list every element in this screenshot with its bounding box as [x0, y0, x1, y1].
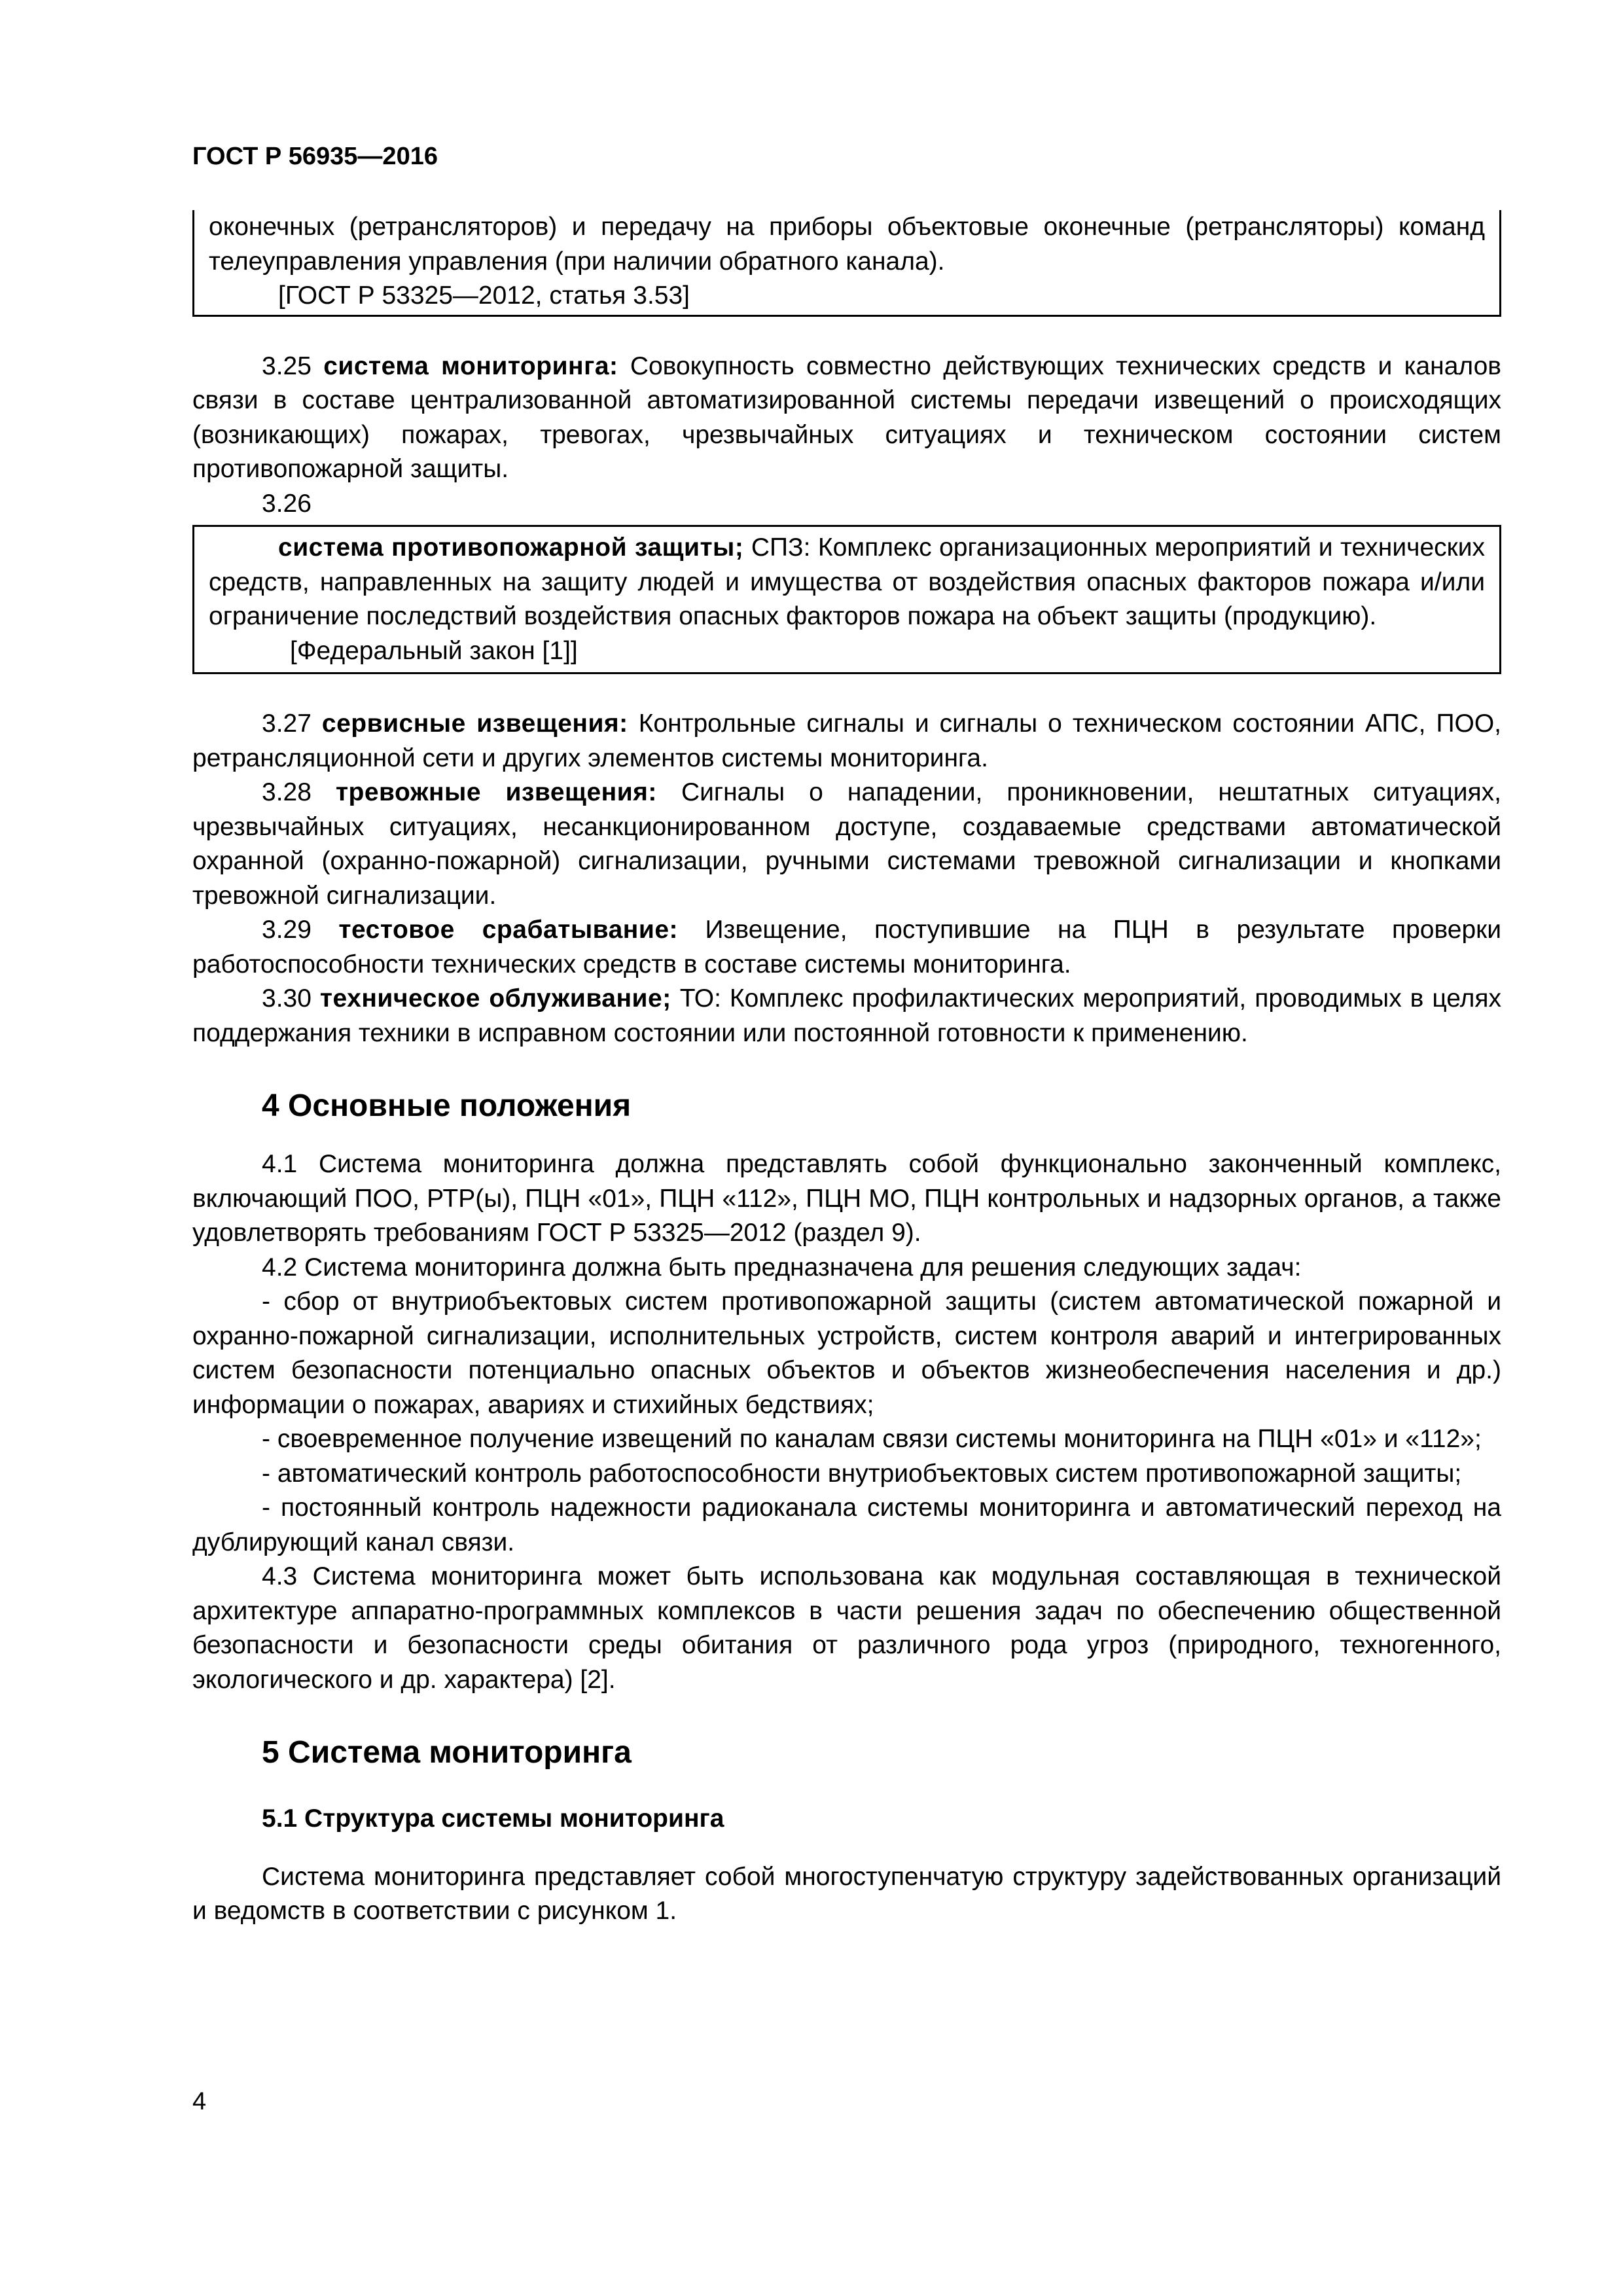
definition-box-3-26 [192, 525, 1501, 674]
term-name: сервисные извещения: [321, 709, 628, 738]
term-name: система мониторинга: [323, 351, 618, 380]
list-item: - постоянный контроль надежности радиоканала системы мониторинга и автоматический переход на дублирующий канал связи. [192, 1494, 1501, 1556]
term-3-26 [209, 531, 1485, 634]
term-3-25 [192, 350, 1501, 487]
term-text: Контрольные сигналы и сигналы о техническом состоянии АПС, ПОО, ретрансляционной сети и других элементов системы мониторинга. [192, 709, 1501, 772]
term-name: техническое облуживание; [319, 984, 671, 1013]
paragraph-5-1: Система мониторинга представляет собой многоступенчатую структуру задействованных организаций и ведомств в соответствии с рисунком 1. [192, 1862, 1501, 1925]
term-3-29 [192, 913, 1501, 982]
term-name: тестовое срабатывание: [338, 916, 678, 944]
section-5-heading: 5 Система мониторинга [262, 1735, 632, 1770]
term-name: система противопожарной защиты; [278, 533, 744, 562]
list-item: - автоматический контроль работоспособности внутриобъектовых систем противопожарной защиты; [262, 1459, 1462, 1488]
list-item: - сбор от внутриобъектовых систем противопожарной защиты (систем автоматической пожарной и охранно-пожарной сигнализации, исполнительных устройств, систем контроля аварий и интегрированных систем безопасности потенциально опасных объектов и объектов жизнеобеспечения населения и др.) информации о пожарах, авариях и стихийных бедствиях; [192, 1287, 1501, 1419]
term-name: тревожные извещения: [335, 778, 657, 806]
term-number: 3.30 [262, 984, 312, 1013]
list-item: - своевременное получение извещений по каналам связи системы мониторинга на ПЦН «01» и «112»; [262, 1425, 1482, 1453]
term-number: 3.25 [262, 351, 312, 380]
term-3-27 [192, 707, 1501, 776]
box-continuation-text: оконечных (ретрансляторов) и передачу на приборы объектовые оконечные (ретрансляторы) команд телеуправления управления (при наличии обратного канала). [209, 213, 1485, 276]
term-text: ТО: Комплекс профилактических мероприятий, проводимых в целях поддержания техники в исправном состоянии или постоянной готовности к применению. [192, 984, 1502, 1047]
term-text: Сигналы о нападении, проникновении, нештатных ситуациях, чрезвычайных ситуациях, несанкционированном доступе, создаваемые средствами автоматической охранной (охранно-пожарной) сигнализации, ручными системами тревожной сигнализации и кнопками тревожной сигнализации. [192, 778, 1502, 910]
box-continuation-ref: [ГОСТ Р 53325—2012, статья 3.53] [278, 281, 690, 310]
term-text: СПЗ: Комплекс организационных мероприятий и технических средств, направленных на защиту людей и имущества от воздействия опасных факторов пожара и/или ограничение последствий воздействия опасных факторов пожара на объект защиты (продукцию). [209, 533, 1485, 630]
document-page [192, 144, 1501, 1929]
section-4-heading: 4 Основные положения [262, 1088, 632, 1123]
term-text: Извещение, поступившие на ПЦН в результате проверки работоспособности технических средств в составе системы мониторинга. [192, 916, 1502, 978]
paragraph-4-2: 4.2 Система мониторинга должна быть предназначена для решения следующих задач: [262, 1253, 1302, 1282]
term-number: 3.27 [262, 709, 312, 738]
term-3-26-number: 3.26 [262, 489, 312, 518]
paragraph-4-3: 4.3 Система мониторинга может быть использована как модульная составляющая в технической архитектуре аппаратно-программных комплексов в части решения задач по обеспечению общественной безопасности и безопасности среды обитания от различного рода угроз (природного, техногенного, экологического и др. характера) [2]. [192, 1562, 1501, 1694]
definition-box-continuation [192, 210, 1501, 317]
document-header: ГОСТ Р 56935—2016 [192, 143, 438, 170]
term-number: 3.29 [262, 916, 312, 944]
subsection-5-1-heading: 5.1 Структура системы мониторинга [262, 1804, 724, 1833]
term-3-26-ref: [Федеральный закон [1]] [290, 636, 578, 665]
term-number: 3.28 [262, 778, 312, 806]
term-3-28 [192, 776, 1501, 913]
paragraph-4-1: 4.1 Система мониторинга должна представлять собой функционально законченный комплекс, включающий ПОО, РТР(ы), ПЦН «01», ПЦН «112», ПЦН МО, ПЦН контрольных и надзорных органов, а также удовлетворять требованиям ГОСТ Р 53325—2012 (раздел 9). [192, 1150, 1501, 1247]
term-3-30 [192, 982, 1501, 1050]
page-number: 4 [192, 2088, 207, 2115]
term-text: Совокупность совместно действующих технических средств и каналов связи в составе централизованной автоматизированной системы передачи извещений о происходящих (возникающих) пожарах, тревогах, чрезвычайных ситуациях и техническом состоянии систем противопожарной защиты. [192, 351, 1502, 483]
